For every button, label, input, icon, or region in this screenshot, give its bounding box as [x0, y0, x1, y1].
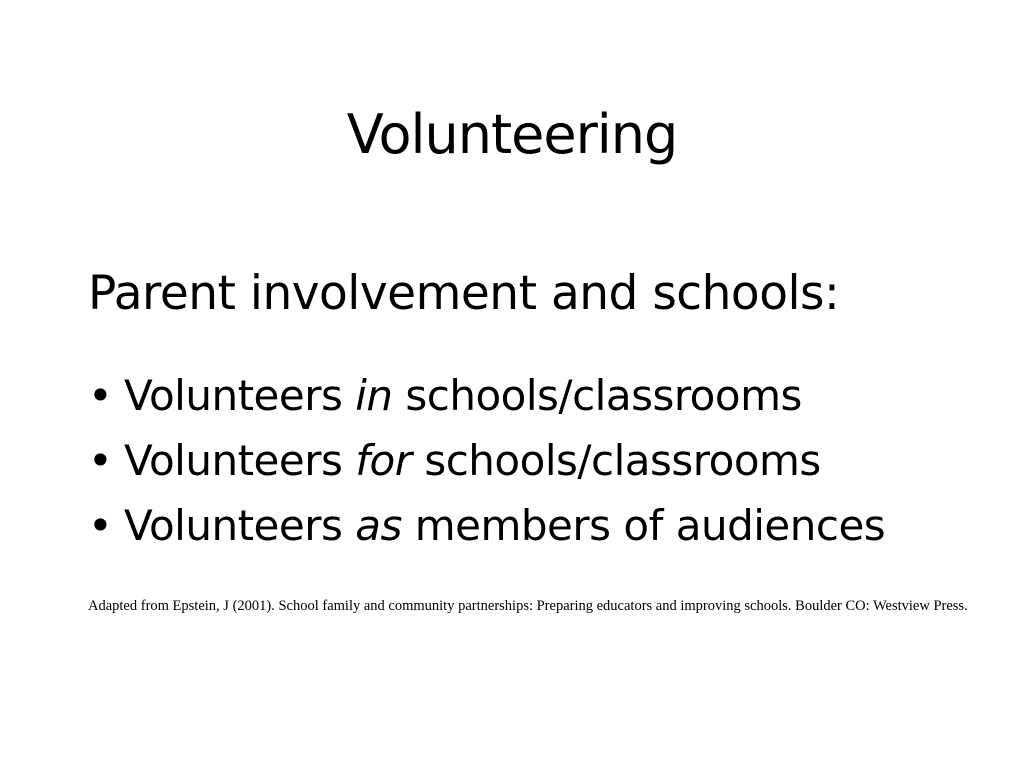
bullet-item [88, 493, 885, 558]
bullet-marker: • [88, 436, 113, 485]
bullet-emphasis: for [355, 436, 412, 485]
bullet-emphasis: as [355, 501, 402, 550]
bullet-list [88, 363, 885, 558]
slide-title: Volunteering [346, 103, 678, 166]
bullet-emphasis: in [355, 371, 393, 420]
bullet-text-prefix: Volunteers [124, 371, 356, 420]
bullet-item [88, 428, 885, 493]
citation: Adapted from Epstein, J (2001). School family and community partnerships: Preparing educators and improving schools. Boulder CO: Westview Press. [88, 598, 968, 614]
bullet-marker: • [88, 371, 113, 420]
bullet-text-prefix: Volunteers [124, 436, 356, 485]
bullet-text-suffix: schools/classrooms [392, 371, 802, 420]
bullet-item [88, 363, 885, 428]
bullet-text-suffix: schools/classrooms [411, 436, 821, 485]
bullet-text-suffix: members of audiences [401, 501, 886, 550]
bullet-text-prefix: Volunteers [124, 501, 356, 550]
slide-subheading: Parent involvement and schools: [88, 266, 840, 321]
bullet-marker: • [88, 501, 113, 550]
